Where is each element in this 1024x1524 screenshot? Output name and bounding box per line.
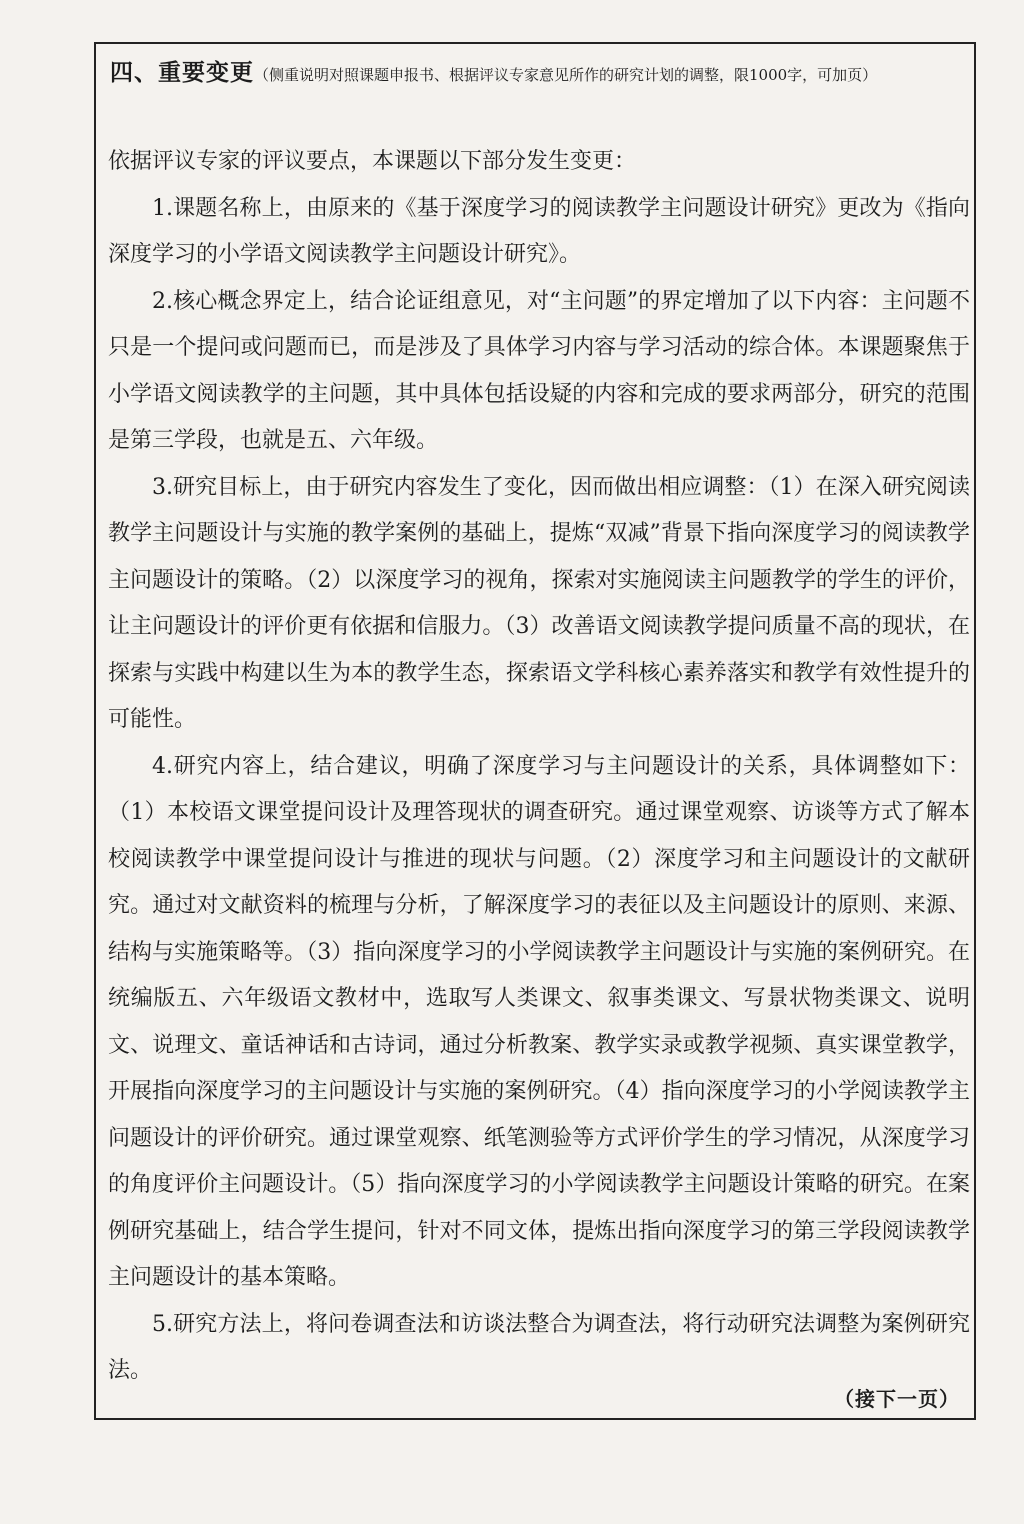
section-title: 四、重要变更 xyxy=(110,59,254,86)
section-header xyxy=(110,54,964,87)
change-item-research-methods: 5.研究方法上，将问卷调查法和访谈法整合为调查法，将行动研究法调整为案例研究法。 xyxy=(108,1311,970,1383)
intro-paragraph: 依据评议专家的评议要点，本课题以下部分发生变更： xyxy=(108,149,637,174)
section-body xyxy=(108,139,970,1395)
change-item-title: 1.课题名称上，由原来的《基于深度学习的阅读教学主问题设计研究》更改为《指向深度学习的小学语文阅读教学主问题设计研究》。 xyxy=(108,195,970,267)
form-frame xyxy=(94,42,976,1420)
change-item-research-content: 4.研究内容上，结合建议，明确了深度学习与主问题设计的关系，具体调整如下：（1）本校语文课堂提问设计及理答现状的调查研究。通过课堂观察、访谈等方式了解本校阅读教学中课堂提问设计与推进的现状与问题。（2）深度学习和主问题设计的文献研究。通过对文献资料的梳理与分析，了解深度学习的表征以及主问题设计的原则、来源、结构与实施策略等。（3）指向深度学习的小学阅读教学主问题设计与实施的案例研究。在统编版五、六年级语文教材中，选取写人类课文、叙事类课文、写景状物类课文、说明文、说理文、童话神话和古诗词，通过分析教案、教学实录或教学视频、真实课堂教学，开展指向深度学习的主问题设计与实施的案例研究。（4）指向深度学习的小学阅读教学主问题设计的评价研究。通过课堂观察、纸笔测验等方式评价学生的学习情况，从深度学习的角度评价主问题设计。（5）指向深度学习的小学阅读教学主问题设计策略的研究。在案例研究基础上，结合学生提问，针对不同文体，提炼出指向深度学习的第三学段阅读教学主问题设计的基本策略。 xyxy=(108,753,970,1290)
change-item-research-goals: 3.研究目标上，由于研究内容发生了变化，因而做出相应调整：（1）在深入研究阅读教学主问题设计与实施的教学案例的基础上，提炼“双减”背景下指向深度学习的阅读教学主问题设计的策略。（2）以深度学习的视角，探索对实施阅读主问题教学的学生的评价，让主问题设计的评价更有依据和信服力。（3）改善语文阅读教学提问质量不高的现状，在探索与实践中构建以生为本的教学生态，探索语文学科核心素养落实和教学有效性提升的可能性。 xyxy=(108,474,970,732)
section-instruction-note: （侧重说明对照课题申报书、根据评议专家意见所作的研究计划的调整，限1000字，可加页） xyxy=(254,66,878,84)
continued-note: （接下一页） xyxy=(834,1387,960,1411)
change-item-core-concept: 2.核心概念界定上，结合论证组意见，对“主问题”的界定增加了以下内容：主问题不只是一个提问或问题而已，而是涉及了具体学习内容与学习活动的综合体。本课题聚焦于小学语文阅读教学的主问题，其中具体包括设疑的内容和完成的要求两部分，研究的范围是第三学段，也就是五、六年级。 xyxy=(108,288,970,453)
